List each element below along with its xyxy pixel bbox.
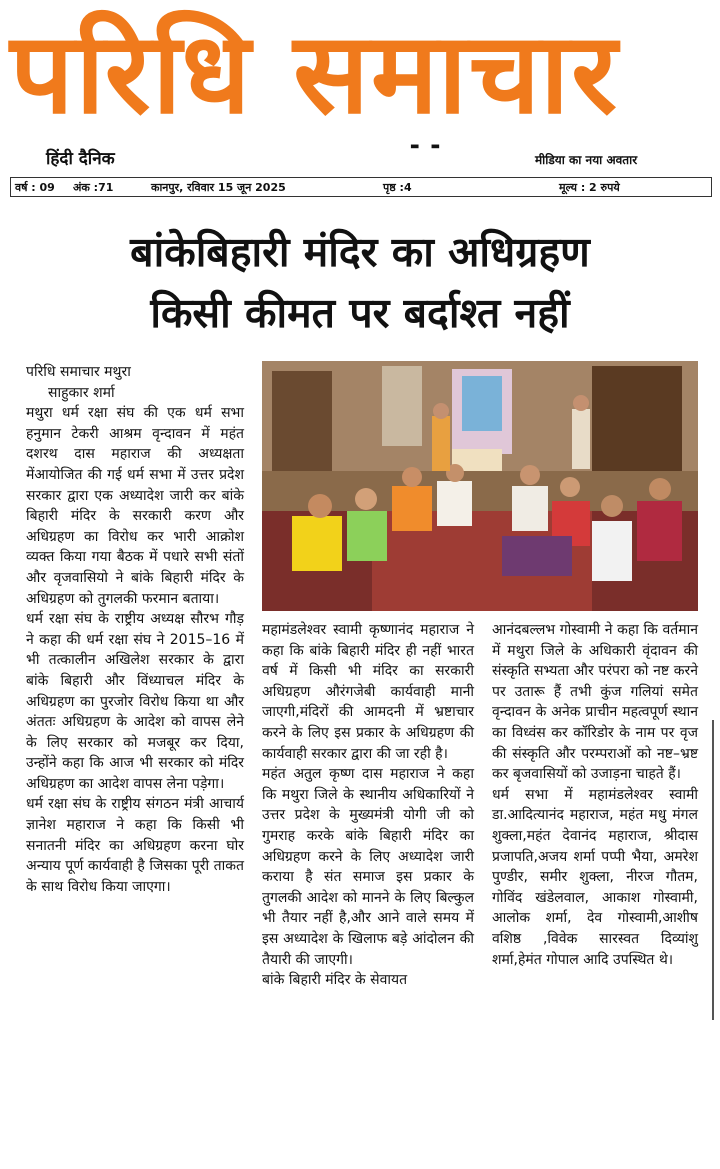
newspaper-subtitle: हिंदी दैनिक xyxy=(46,149,115,169)
article-paragraph: आनंदबल्लभ गोस्वामी ने कहा कि वर्तमान में मथुरा जिले के अधिकारी वृंदावन की संस्कृति सभ्यता और परंपरा को नष्ट करने पर उतारू हैं तभी कुंज गलियां समेत वृन्दावन के अनेक प्राचीन महत्वपूर्ण स्थान का विध्वंस कर कॉरिडोर के नाम पर वृज की संस्कृति और परम्पराओं को नष्ट–भ्रष्ट कर बृजवासियों को उजाड़ना चाहते हैं। xyxy=(492,622,698,783)
article-column-3 xyxy=(492,620,698,970)
issue-number: अंक :71 xyxy=(73,181,114,194)
article-paragraph: बांके बिहारी मंदिर के सेवायत xyxy=(262,972,408,989)
newspaper-title: परिधि समाचार xyxy=(10,9,619,139)
byline-source: परिधि समाचार मथुरा xyxy=(26,364,131,380)
article-paragraph: महामंडलेश्वर स्वामी कृष्णानंद महाराज ने कहा कि बांके बिहारी मंदिर ही नहीं भारत वर्ष में किसी भी मंदिर का सरकारी अधिग्रहण औरंगजेबी कार्यवाही मानी जाएगी,मंदिरों की आमदनी में भ्रष्टाचार करने के लिए इस प्रकार के अधिग्रहण की कार्यवाही सरकार द्वारा की जा रही है। xyxy=(262,622,474,762)
article-paragraph: महंत अतुल कृष्ण दास महाराज ने कहा कि मथुरा जिले के स्थानीय अधिकारियों ने उत्तर प्रदेश के मुख्यमंत्री योगी जी को गुमराह करके बांके बिहारी मंदिर का अधिग्रहण करने के लिए अध्यादेश जारी कराया है संत समाज इस प्रकार के तुगलकी आदेश को मानने के लिए बिल्कुल भी तैयार नहीं है,और आने वाले समय में इस अध्यादेश के खिलाफ बड़े आंदोलन की तैयारी की जाएगी। xyxy=(262,766,474,968)
price: मूल्य : 2 रुपये xyxy=(559,181,620,194)
edge-divider xyxy=(712,720,714,1020)
article-paragraph: धर्म रक्षा संघ के राष्ट्रीय संगठन मंत्री आचार्य ज्ञानेश महाराज ने कहा कि किसी भी सनातनी मंदिर का अधिग्रहण करना घोर अन्याय पूर्ण कार्यवाही है जिसका पूरी ताकत के साथ विरोध किया जाएगा। xyxy=(26,796,244,895)
page-number: पृष्ठ :4 xyxy=(383,181,412,194)
article-paragraph: मथुरा धर्म रक्षा संघ की एक धर्म सभा हनुमान टेकरी आश्रम वृन्दावन में महंत दशरथ दास महाराज की अध्यक्षता मेंआयोजित की गई धर्म सभा में उत्तर प्रदेश सरकार द्वारा एक अध्यादेश जारी कर बांके बिहारी मंदिर के सरकारी करण और अधिग्रहण का विरोध कर भारी आक्रोश व्यक्त किया गया बैठक में पधारे सभी संतों और वृजवासियो ने बांके बिहारी मंदिर के अधिग्रहण को तुगलकी फरमान बताया। xyxy=(26,405,244,607)
byline-author: साहुकार शर्मा xyxy=(48,384,115,401)
news-photo xyxy=(262,361,698,611)
headline-line-1: बांकेबिहारी मंदिर का अधिग्रहण xyxy=(130,228,590,276)
headline-line-2: किसी कीमत पर बर्दाश्त नहीं xyxy=(150,289,570,337)
decorative-dots: ▬ ▬ xyxy=(410,141,445,152)
masthead xyxy=(0,0,720,178)
issue-info-bar xyxy=(10,177,712,197)
photo-illustration xyxy=(262,361,698,611)
newspaper-tagline: मीडिया का नया अवतार xyxy=(535,153,638,167)
article-column-2 xyxy=(262,620,474,991)
article-column-1 xyxy=(26,362,244,897)
issue-place-date: कानपुर, रविवार 15 जून 2025 xyxy=(151,181,286,194)
article-paragraph: धर्म सभा में महामंडलेश्वर स्वामी डा.आदित्यानंद महाराज, महंत मधु मंगल शुक्ला,महंत देवानंद महाराज, श्रीदास प्रजापति,अजय शर्मा पप्पी भैया, अमरेश पुण्डीर, समीर शुक्ला, नीरज गौतम, गोविंद खंडेलवाल, आकाश गोस्वामी, आलोक शर्मा, देव गोस्वामी,आशीष वशिष्ठ ,विवेक सारस्वत दिव्यांशु शर्मा,हेमंत गोपाल आदि उपस्थित थे। xyxy=(492,786,698,968)
issue-year: वर्ष : 09 xyxy=(15,181,55,194)
article-paragraph: धर्म रक्षा संघ के राष्ट्रीय अध्यक्ष सौरभ गौड़ ने कहा की धर्म रक्षा संघ ने 2015–16 में भी तत्कालीन अखिलेश सरकार के द्वारा बांके बिहारी और विंध्याचल मंदिर के अधिग्रहण का पुरजोर विरोध किया था और अंततः अधिग्रहण के आदेश को वापस लेने के लिए सरकार को मजबूर कर दिया, उन्होंने कहा कि आज भी सरकार को मंदिर अधिग्रहण का आदेश वापस लेना पड़ेगा। xyxy=(26,611,244,792)
